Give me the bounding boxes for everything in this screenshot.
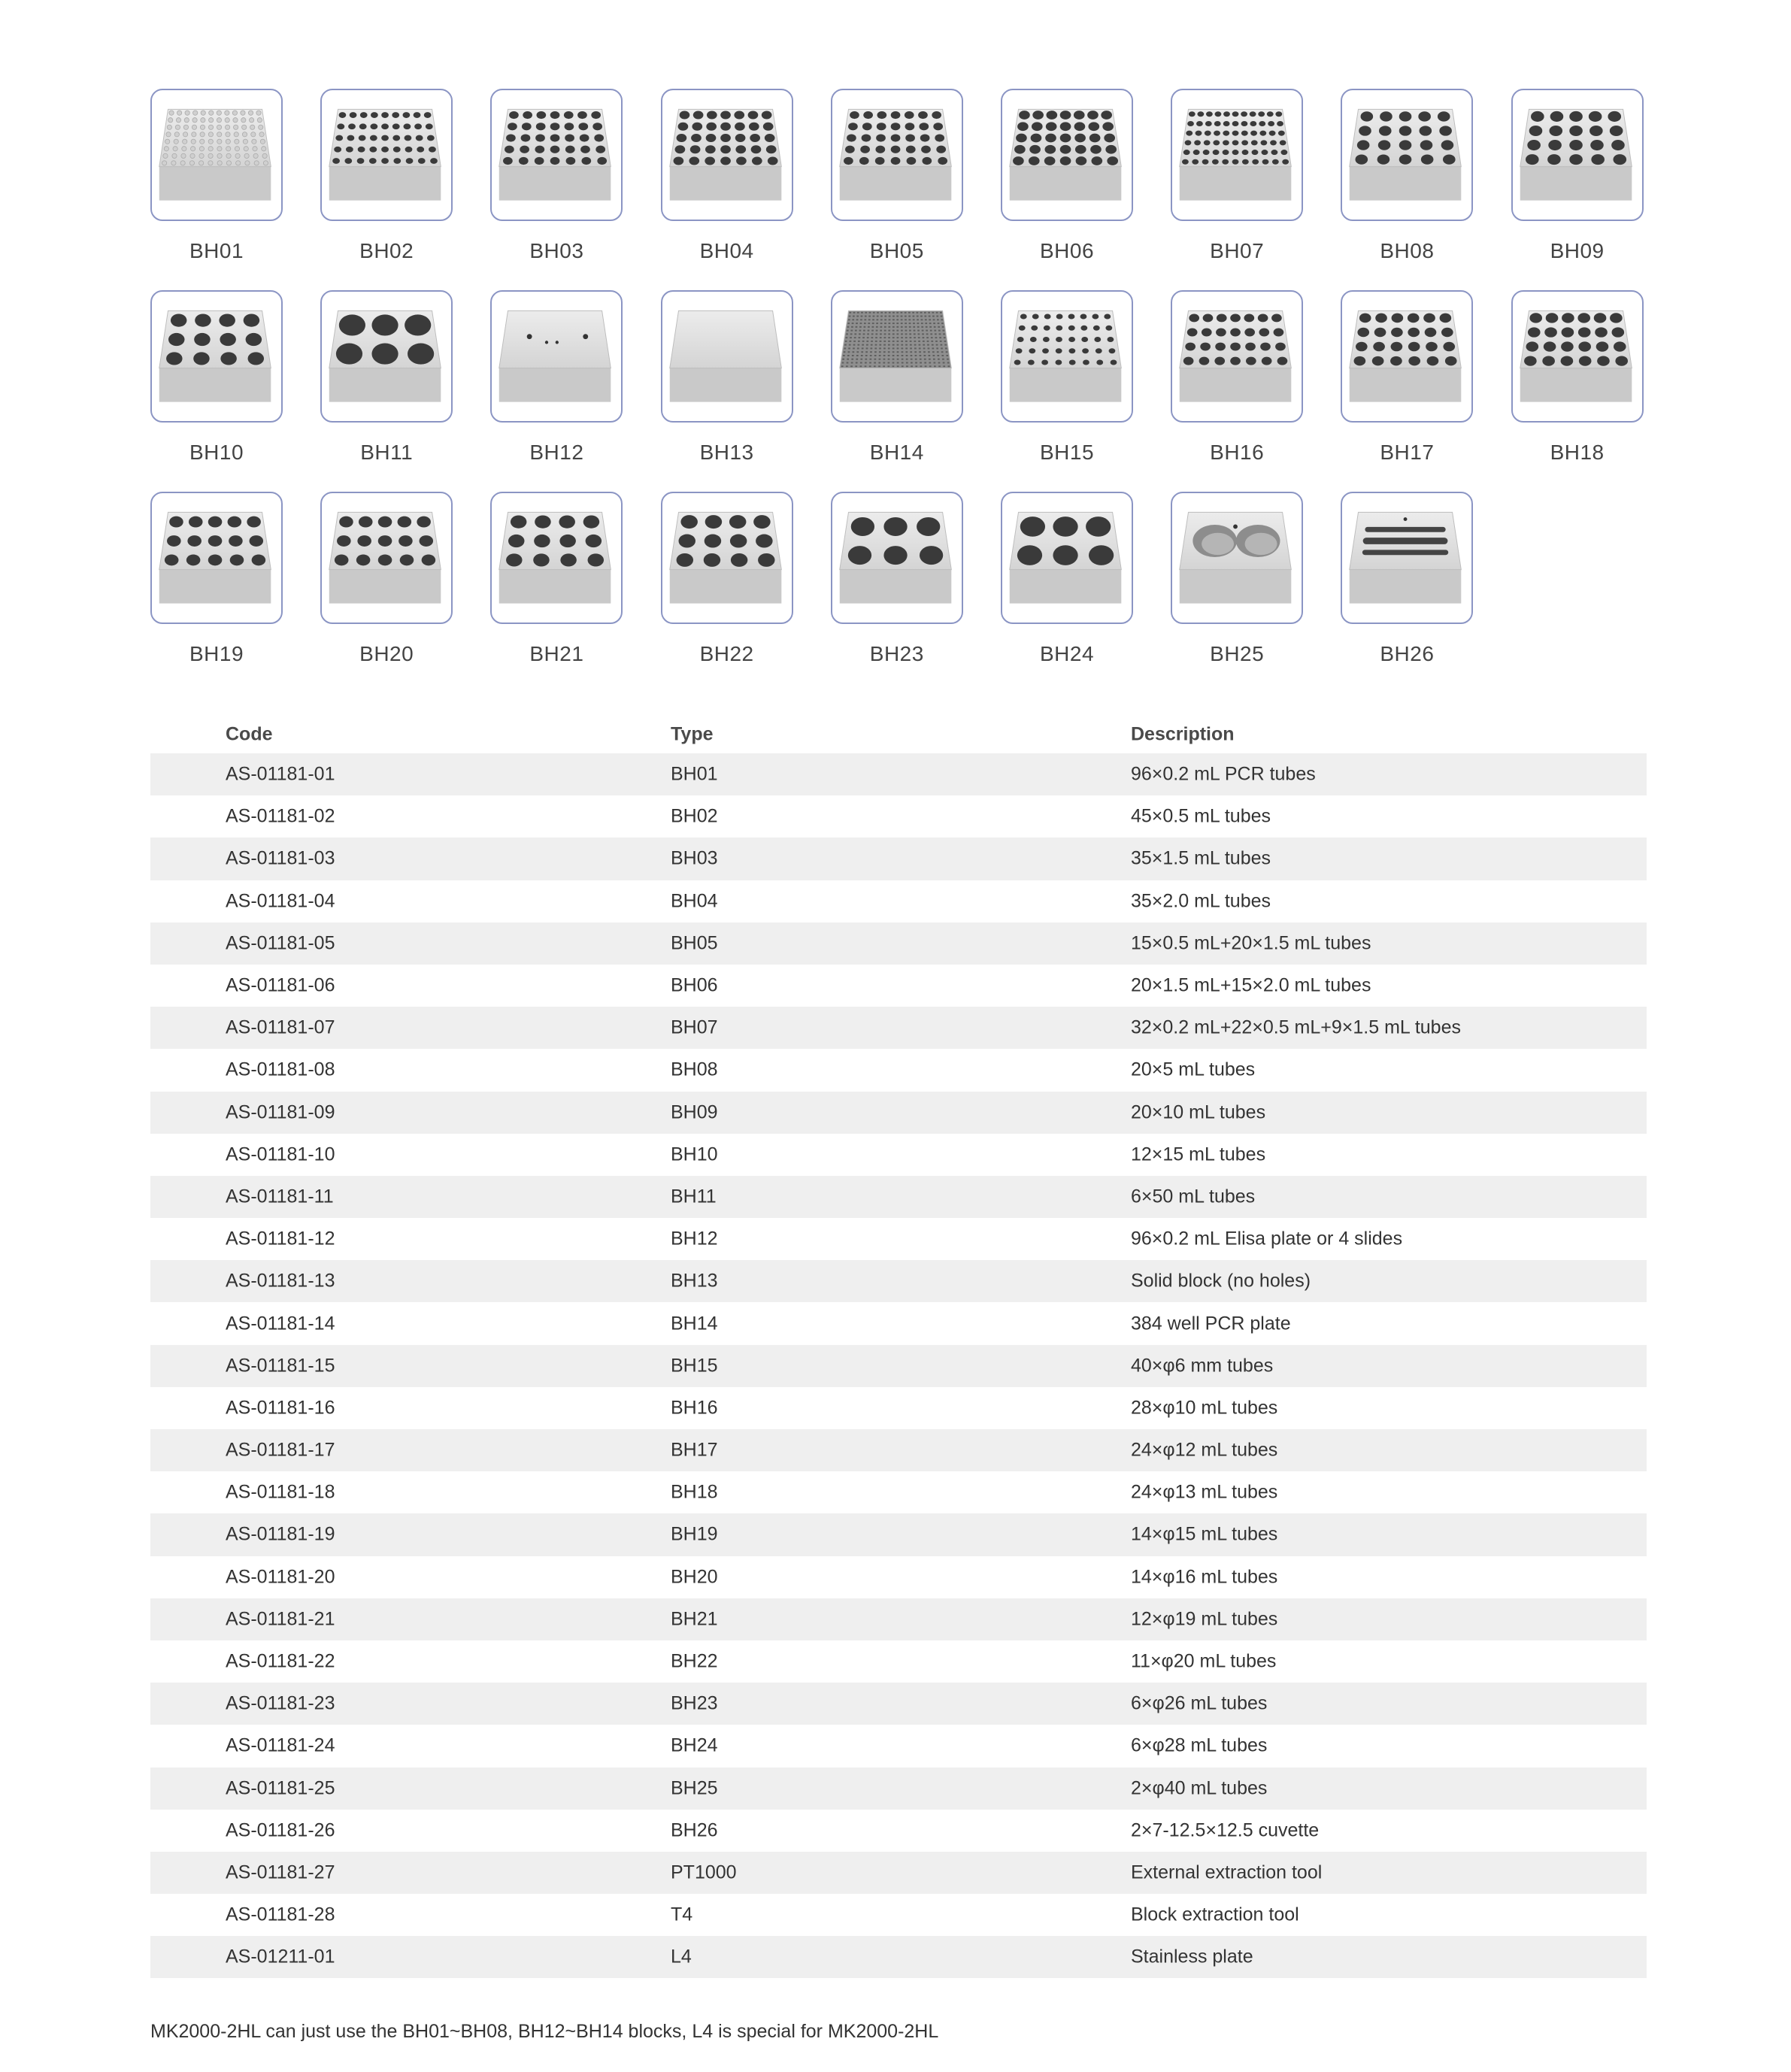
compatibility-note: MK2000-2HL can just use the BH01~BH08, BH12~BH14 blocks, L4 is special for MK2000-2HL — [150, 2021, 939, 2042]
block-label: BH05 — [869, 239, 924, 262]
cell-description: 2×7-12.5×12.5 cuvette — [1131, 1819, 1320, 1841]
cell-description: 11×φ20 mL tubes — [1131, 1650, 1277, 1672]
block-image — [1001, 290, 1133, 423]
cell-description: 20×5 mL tubes — [1131, 1059, 1256, 1080]
heating-block-icon — [1342, 90, 1471, 220]
cell-description: 12×φ19 mL tubes — [1131, 1608, 1278, 1630]
cell-code: AS-01181-02 — [226, 805, 335, 827]
cell-code: AS-01181-04 — [226, 890, 335, 912]
cell-code: AS-01181-01 — [226, 763, 335, 785]
heating-block-icon — [1172, 90, 1302, 220]
block-image — [661, 89, 793, 221]
heating-block-icon — [832, 292, 962, 421]
table-row — [150, 1768, 1647, 1810]
table-row — [150, 838, 1647, 880]
heating-block-icon — [492, 90, 621, 220]
cell-type: BH10 — [671, 1144, 718, 1165]
cell-code: AS-01181-27 — [226, 1861, 335, 1883]
block-label: BH25 — [1210, 642, 1265, 665]
block-image — [490, 89, 623, 221]
heating-block-icon — [832, 493, 962, 623]
table-row — [150, 1429, 1647, 1471]
table-body — [150, 753, 1647, 1978]
cell-type: BH24 — [671, 1734, 718, 1756]
heating-block-icon — [1513, 292, 1642, 421]
table-row — [150, 965, 1647, 1007]
cell-code: AS-01181-03 — [226, 847, 335, 869]
block-image — [1511, 290, 1644, 423]
heating-block-icon — [322, 90, 451, 220]
heating-block-icon — [1172, 493, 1302, 623]
cell-description: 20×10 mL tubes — [1131, 1101, 1266, 1123]
block-label: BH07 — [1210, 239, 1265, 262]
heating-block-icon — [1002, 90, 1132, 220]
block-label: BH20 — [359, 642, 414, 665]
cell-type: BH25 — [671, 1777, 718, 1799]
block-image — [1511, 89, 1644, 221]
block-image — [1001, 492, 1133, 624]
block-spec-table — [150, 716, 1647, 1978]
block-label: BH18 — [1550, 441, 1605, 464]
cell-type: BH12 — [671, 1228, 718, 1250]
cell-code: AS-01181-07 — [226, 1016, 335, 1038]
cell-code: AS-01181-06 — [226, 974, 335, 996]
block-label: BH01 — [189, 239, 244, 262]
cell-type: T4 — [671, 1904, 693, 1925]
block-label: BH06 — [1039, 239, 1095, 262]
block-image — [1341, 89, 1473, 221]
block-image — [661, 290, 793, 423]
cell-code: AS-01181-11 — [226, 1186, 334, 1207]
cell-code: AS-01181-24 — [226, 1734, 335, 1756]
table-row — [150, 1134, 1647, 1176]
cell-code: AS-01181-28 — [226, 1904, 335, 1925]
block-label: BH03 — [529, 239, 584, 262]
block-image — [320, 290, 453, 423]
cell-code: AS-01181-22 — [226, 1650, 335, 1672]
table-row — [150, 1640, 1647, 1683]
cell-code: AS-01181-21 — [226, 1608, 335, 1630]
table-row — [150, 880, 1647, 922]
block-image — [150, 89, 283, 221]
cell-type: BH26 — [671, 1819, 718, 1841]
block-label: BH24 — [1039, 642, 1095, 665]
header-description: Description — [1131, 723, 1235, 745]
cell-type: BH04 — [671, 890, 718, 912]
cell-code: AS-01181-14 — [226, 1313, 335, 1334]
heating-block-icon — [662, 493, 792, 623]
cell-description: 12×15 mL tubes — [1131, 1144, 1266, 1165]
block-image — [490, 492, 623, 624]
cell-description: Block extraction tool — [1131, 1904, 1299, 1925]
cell-type: BH07 — [671, 1016, 718, 1038]
cell-code: AS-01181-18 — [226, 1481, 335, 1503]
cell-type: BH16 — [671, 1397, 718, 1419]
block-label: BH17 — [1380, 441, 1435, 464]
cell-description: Solid block (no holes) — [1131, 1270, 1311, 1292]
block-image — [490, 290, 623, 423]
cell-description: 45×0.5 mL tubes — [1131, 805, 1271, 827]
cell-description: 6×φ28 mL tubes — [1131, 1734, 1268, 1756]
cell-description: 28×φ10 mL tubes — [1131, 1397, 1278, 1419]
cell-code: AS-01181-16 — [226, 1397, 335, 1419]
table-row — [150, 1345, 1647, 1387]
table-row — [150, 795, 1647, 838]
cell-description: 32×0.2 mL+22×0.5 mL+9×1.5 mL tubes — [1131, 1016, 1461, 1038]
cell-code: AS-01181-25 — [226, 1777, 335, 1799]
cell-description: 2×φ40 mL tubes — [1131, 1777, 1268, 1799]
cell-description: 35×2.0 mL tubes — [1131, 890, 1271, 912]
heating-block-icon — [492, 493, 621, 623]
cell-description: 20×1.5 mL+15×2.0 mL tubes — [1131, 974, 1371, 996]
block-label: BH02 — [359, 239, 414, 262]
heating-block-icon — [152, 292, 281, 421]
block-label: BH23 — [869, 642, 924, 665]
cell-type: BH22 — [671, 1650, 718, 1672]
block-image-grid — [0, 0, 1791, 677]
block-image — [1341, 290, 1473, 423]
header-type: Type — [671, 723, 714, 745]
cell-code: AS-01211-01 — [226, 1946, 335, 1967]
block-image — [1171, 492, 1303, 624]
heating-block-icon — [832, 90, 962, 220]
cell-type: BH21 — [671, 1608, 718, 1630]
cell-type: BH03 — [671, 847, 718, 869]
cell-description: 6×φ26 mL tubes — [1131, 1692, 1268, 1714]
cell-code: AS-01181-05 — [226, 932, 335, 954]
block-image — [150, 290, 283, 423]
heating-block-icon — [492, 292, 621, 421]
cell-type: BH06 — [671, 974, 718, 996]
cell-type: L4 — [671, 1946, 692, 1967]
block-image — [1001, 89, 1133, 221]
block-image — [150, 492, 283, 624]
cell-description: Stainless plate — [1131, 1946, 1253, 1967]
block-label: BH13 — [699, 441, 754, 464]
cell-code: AS-01181-13 — [226, 1270, 335, 1292]
cell-description: 14×φ16 mL tubes — [1131, 1566, 1278, 1588]
block-label: BH16 — [1210, 441, 1265, 464]
cell-code: AS-01181-15 — [226, 1355, 335, 1377]
block-image — [831, 89, 963, 221]
cell-description: External extraction tool — [1131, 1861, 1323, 1883]
table-row — [150, 1598, 1647, 1640]
cell-type: BH15 — [671, 1355, 718, 1377]
cell-description: 24×φ13 mL tubes — [1131, 1481, 1278, 1503]
cell-description: 96×0.2 mL Elisa plate or 4 slides — [1131, 1228, 1403, 1250]
cell-code: AS-01181-10 — [226, 1144, 335, 1165]
block-label: BH19 — [189, 642, 244, 665]
cell-code: AS-01181-08 — [226, 1059, 335, 1080]
cell-type: BH11 — [671, 1186, 717, 1207]
cell-code: AS-01181-23 — [226, 1692, 335, 1714]
table-row — [150, 1725, 1647, 1767]
cell-description: 15×0.5 mL+20×1.5 mL tubes — [1131, 932, 1371, 954]
heating-block-icon — [1513, 90, 1642, 220]
block-label: BH12 — [529, 441, 584, 464]
cell-code: AS-01181-20 — [226, 1566, 335, 1588]
cell-type: BH19 — [671, 1523, 718, 1545]
header-code: Code — [226, 723, 273, 745]
table-row — [150, 1556, 1647, 1598]
heating-block-icon — [662, 292, 792, 421]
cell-code: AS-01181-12 — [226, 1228, 335, 1250]
table-row — [150, 1471, 1647, 1513]
heating-block-icon — [1002, 292, 1132, 421]
block-label: BH04 — [699, 239, 754, 262]
table-row — [150, 1260, 1647, 1302]
block-image — [1341, 492, 1473, 624]
block-label: BH15 — [1039, 441, 1095, 464]
heating-block-icon — [152, 90, 281, 220]
table-header — [150, 716, 1647, 753]
block-label: BH08 — [1380, 239, 1435, 262]
table-row — [150, 1513, 1647, 1556]
block-image — [1171, 290, 1303, 423]
cell-type: PT1000 — [671, 1861, 737, 1883]
table-row — [150, 1936, 1647, 1978]
table-row — [150, 1810, 1647, 1852]
table-row — [150, 922, 1647, 965]
heating-block-icon — [662, 90, 792, 220]
cell-code: AS-01181-09 — [226, 1101, 335, 1123]
cell-type: BH01 — [671, 763, 718, 785]
cell-type: BH18 — [671, 1481, 718, 1503]
block-image — [320, 89, 453, 221]
table-row — [150, 1049, 1647, 1091]
block-image — [831, 290, 963, 423]
heating-block-icon — [1002, 493, 1132, 623]
table-row — [150, 1894, 1647, 1936]
heating-block-icon — [322, 292, 451, 421]
cell-description: 40×φ6 mm tubes — [1131, 1355, 1274, 1377]
cell-description: 384 well PCR plate — [1131, 1313, 1291, 1334]
cell-code: AS-01181-26 — [226, 1819, 335, 1841]
table-row — [150, 1387, 1647, 1429]
heating-block-icon — [1342, 292, 1471, 421]
table-row — [150, 1683, 1647, 1725]
cell-description: 96×0.2 mL PCR tubes — [1131, 763, 1316, 785]
heating-block-icon — [1342, 493, 1471, 623]
cell-type: BH13 — [671, 1270, 718, 1292]
cell-description: 24×φ12 mL tubes — [1131, 1439, 1278, 1461]
cell-description: 6×50 mL tubes — [1131, 1186, 1256, 1207]
block-image — [320, 492, 453, 624]
cell-type: BH02 — [671, 805, 718, 827]
block-label: BH11 — [360, 441, 414, 464]
table-row — [150, 1092, 1647, 1134]
cell-description: 14×φ15 mL tubes — [1131, 1523, 1278, 1545]
cell-code: AS-01181-17 — [226, 1439, 335, 1461]
table-row — [150, 1852, 1647, 1894]
block-label: BH10 — [189, 441, 244, 464]
block-label: BH22 — [699, 642, 754, 665]
cell-type: BH17 — [671, 1439, 718, 1461]
heating-block-icon — [152, 493, 281, 623]
cell-type: BH09 — [671, 1101, 718, 1123]
block-label: BH14 — [869, 441, 924, 464]
block-image — [661, 492, 793, 624]
block-label: BH21 — [529, 642, 584, 665]
table-row — [150, 1176, 1647, 1218]
cell-type: BH14 — [671, 1313, 718, 1334]
table-row — [150, 1302, 1647, 1344]
table-row — [150, 753, 1647, 795]
block-label: BH26 — [1380, 642, 1435, 665]
cell-type: BH23 — [671, 1692, 718, 1714]
table-row — [150, 1218, 1647, 1260]
cell-type: BH05 — [671, 932, 718, 954]
block-image — [1171, 89, 1303, 221]
block-image — [831, 492, 963, 624]
cell-type: BH20 — [671, 1566, 718, 1588]
cell-code: AS-01181-19 — [226, 1523, 335, 1545]
heating-block-icon — [1172, 292, 1302, 421]
table-row — [150, 1007, 1647, 1049]
cell-type: BH08 — [671, 1059, 718, 1080]
cell-description: 35×1.5 mL tubes — [1131, 847, 1271, 869]
heating-block-icon — [322, 493, 451, 623]
block-label: BH09 — [1550, 239, 1605, 262]
